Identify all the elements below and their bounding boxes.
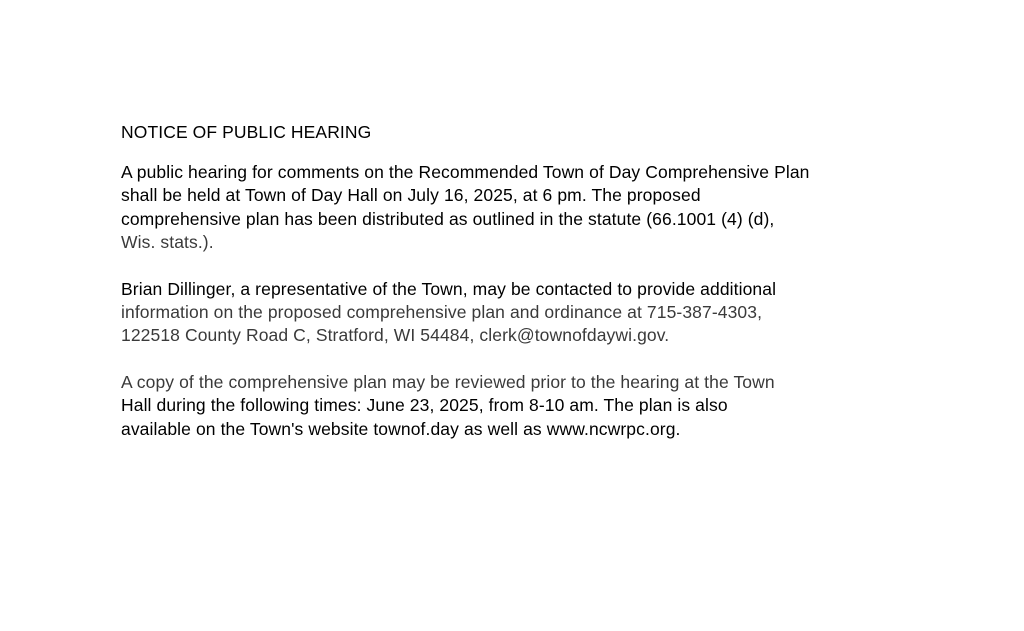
contact-paragraph — [121, 278, 921, 348]
text-line: Brian Dillinger, a representative of the Town, may be contacted to provide additional — [121, 278, 777, 299]
text-line: A public hearing for comments on the Recommended Town of Day Comprehensive Plan — [121, 162, 810, 182]
text-line: A copy of the comprehensive plan may be reviewed prior to the hearing at the Town — [121, 371, 775, 392]
hearing-paragraph — [121, 161, 921, 255]
text-line: 122518 County Road C, Stratford, WI 54484, clerk@townofdaywi.gov. — [121, 325, 670, 346]
text-line: shall be held at Town of Day Hall on July 16, 2025, at 6 pm. The proposed — [121, 185, 701, 206]
review-paragraph — [121, 371, 921, 441]
text-line: Wis. stats.). — [121, 232, 214, 253]
text-line: information on the proposed comprehensive plan and ordinance at 715-387-4303, — [121, 302, 763, 323]
text-line: comprehensive plan has been distributed as outlined in the statute (66.1001 (4) (d), — [121, 208, 775, 229]
text-line: available on the Town's website townof.day as well as www.ncwrpc.org. — [121, 418, 681, 439]
notice-title: NOTICE OF PUBLIC HEARING — [121, 122, 372, 142]
notice-body — [121, 121, 921, 464]
text-line: Hall during the following times: June 23, 2025, from 8-10 am. The plan is also — [121, 395, 728, 416]
